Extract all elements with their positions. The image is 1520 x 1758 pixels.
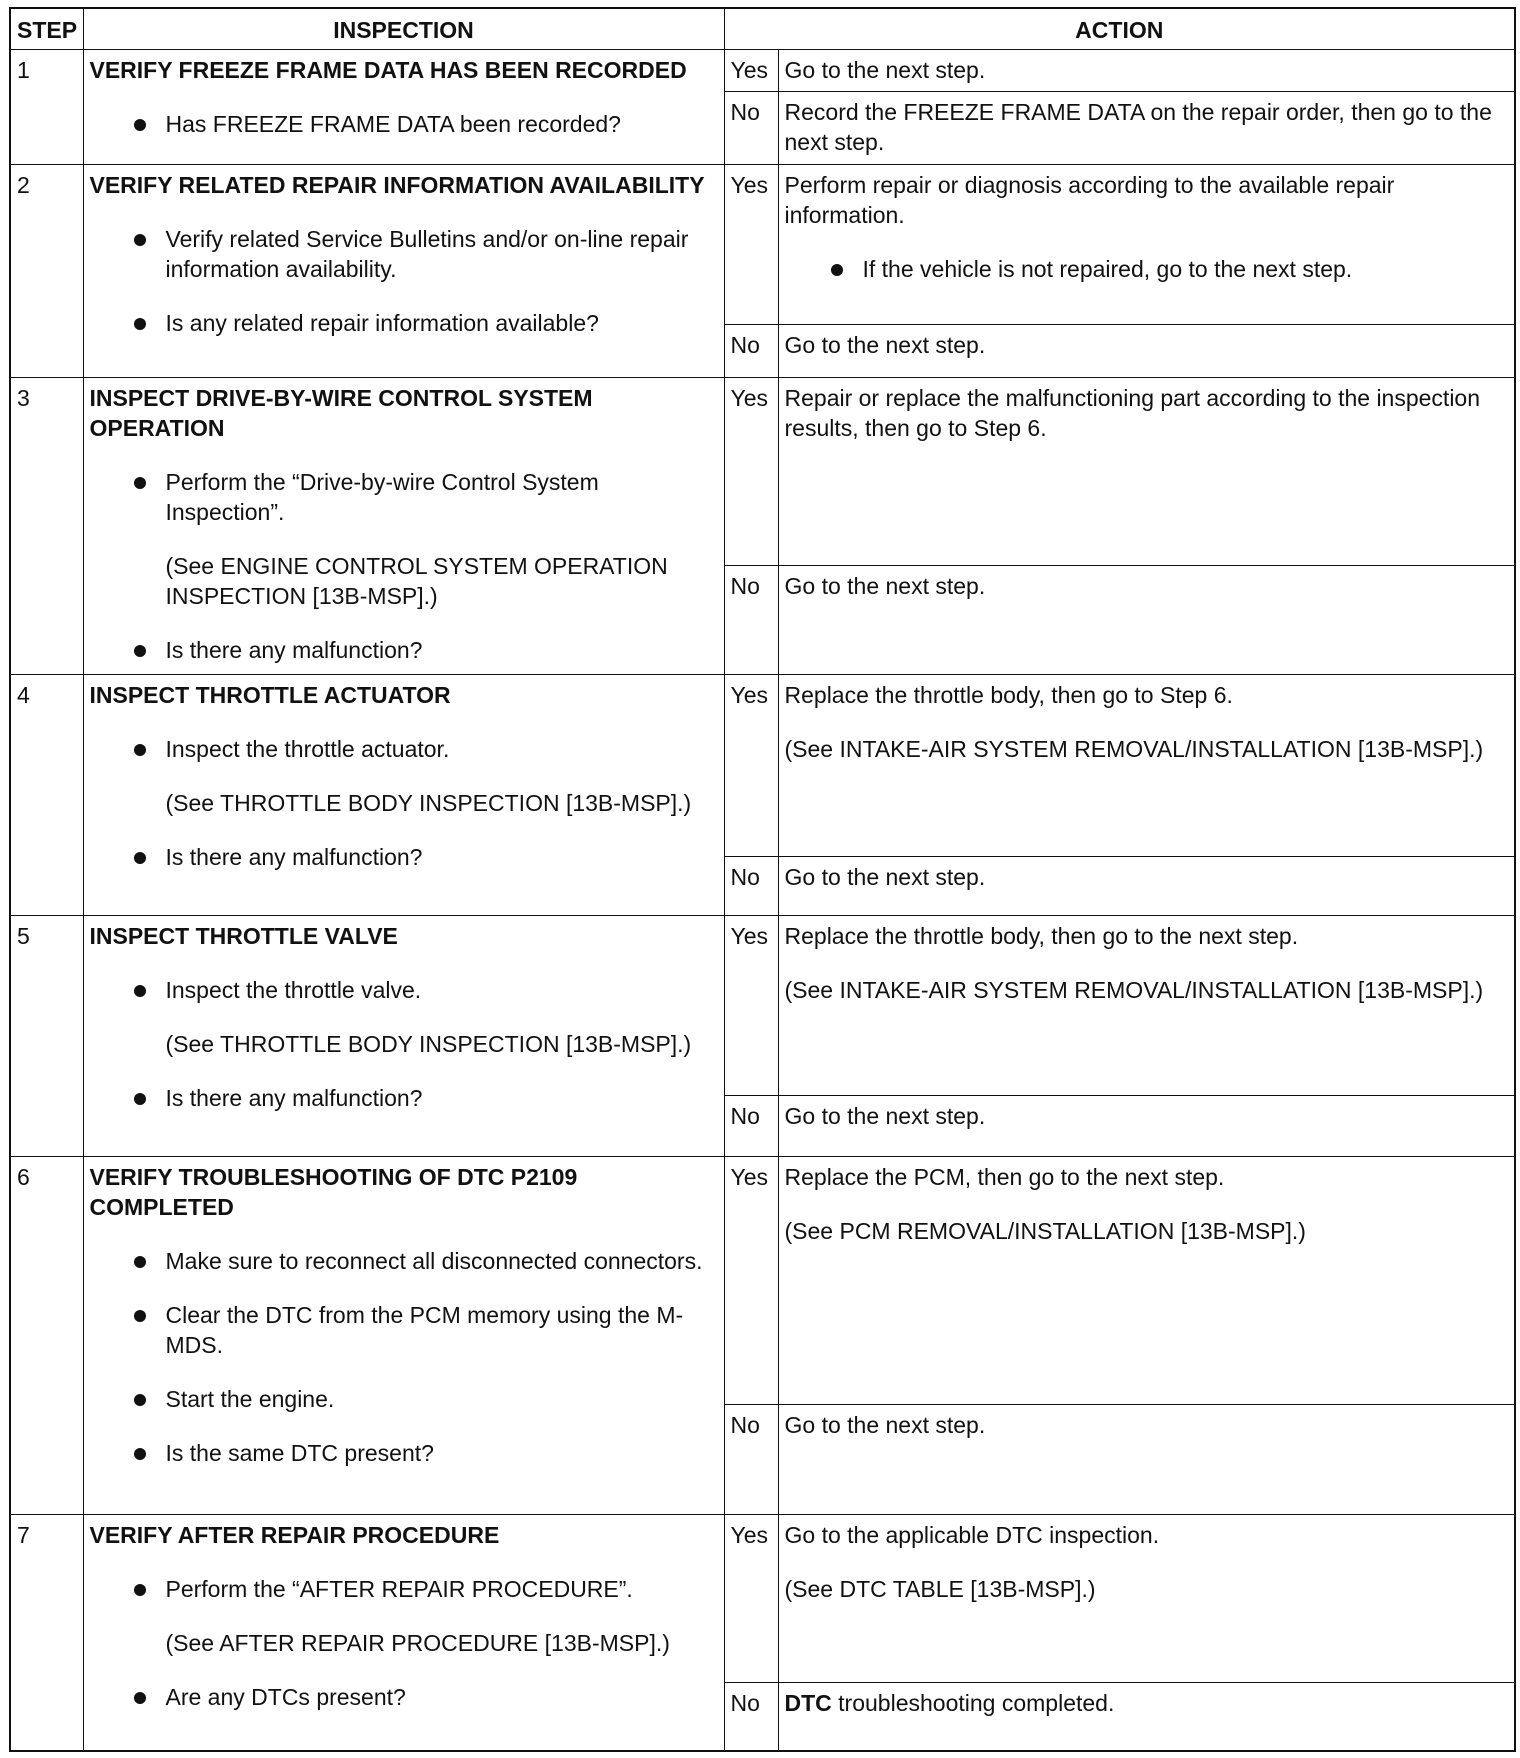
inspection-cell — [83, 50, 724, 165]
no-label: No — [724, 857, 778, 916]
inspection-cell — [83, 1514, 724, 1751]
yes-label: Yes — [724, 165, 778, 325]
bullet-icon — [134, 318, 146, 330]
inspection-item: Verify related Service Bulletins and/or on-line repair information availability. — [90, 224, 718, 284]
inspection-item: Start the engine. — [90, 1384, 718, 1414]
action-column-header: ACTION — [724, 8, 1515, 50]
action-text: Go to the next step. — [784, 332, 986, 359]
inspection-cell — [83, 675, 724, 916]
inspection-item: Is the same DTC present? — [90, 1438, 718, 1468]
bullet-icon — [134, 1448, 146, 1460]
inspection-title: INSPECT THROTTLE ACTUATOR — [89, 682, 451, 709]
step-2-yes-row — [10, 165, 1515, 325]
action-text: Replace the throttle body, then go to Step 6. — [784, 682, 1233, 709]
bullet-icon — [134, 119, 146, 131]
yes-label: Yes — [724, 915, 778, 1095]
yes-label: Yes — [724, 50, 778, 92]
action-text: Go to the next step. — [784, 57, 986, 83]
bullet-icon — [134, 1692, 146, 1704]
no-action-cell — [778, 1682, 1515, 1751]
inspection-reference: (See AFTER REPAIR PROCEDURE [13B-MSP].) — [165, 1629, 670, 1656]
bullet-icon — [134, 1093, 146, 1105]
inspection-cell — [83, 165, 724, 377]
action-text: Go to the next step. — [784, 572, 986, 599]
step-number: 2 — [10, 165, 83, 377]
yes-action-cell — [778, 915, 1515, 1095]
no-action-cell — [778, 92, 1515, 165]
inspection-item: Has FREEZE FRAME DATA been recorded? — [90, 109, 718, 139]
yes-label: Yes — [724, 377, 778, 565]
inspection-item: Perform the “Drive-by-wire Control System Inspection”. — [90, 467, 718, 527]
yes-label: Yes — [724, 675, 778, 857]
action-text: Record the FREEZE FRAME DATA on the repair order, then go to the next step. — [784, 99, 1492, 156]
inspection-title: INSPECT THROTTLE VALVE — [89, 922, 398, 949]
yes-action-cell — [778, 1156, 1515, 1405]
action-text: Perform repair or diagnosis according to the available repair information. — [784, 172, 1395, 229]
action-text: Go to the next step. — [784, 1412, 986, 1439]
action-text: Repair or replace the malfunctioning part according to the inspection results, then go to Step 6. — [784, 384, 1481, 441]
yes-action-cell — [778, 675, 1515, 857]
action-text: Go to the next step. — [784, 1102, 986, 1129]
action-text: Go to the next step. — [784, 864, 986, 891]
bullet-icon — [134, 985, 146, 997]
inspection-cell — [83, 377, 724, 674]
action-text: Replace the PCM, then go to the next step. — [784, 1163, 1225, 1190]
inspection-item: Inspect the throttle valve. — [90, 975, 718, 1005]
no-action-cell — [778, 1095, 1515, 1156]
bullet-icon — [134, 1310, 146, 1322]
inspection-item: Is there any malfunction? — [90, 842, 718, 872]
no-action-cell — [778, 1405, 1515, 1514]
step-1-yes-row — [10, 50, 1515, 92]
inspection-title: VERIFY AFTER REPAIR PROCEDURE — [89, 1521, 500, 1548]
step-number: 7 — [10, 1514, 83, 1751]
no-label: No — [724, 1095, 778, 1156]
no-label: No — [724, 565, 778, 674]
yes-action-cell — [778, 1514, 1515, 1682]
step-5-yes-row — [10, 915, 1515, 1095]
inspection-item: Are any DTCs present? — [90, 1682, 718, 1712]
no-action-cell — [778, 857, 1515, 916]
action-bold-prefix: DTC — [784, 1689, 832, 1716]
action-reference: (See INTAKE-AIR SYSTEM REMOVAL/INSTALLATION [13B-MSP].) — [784, 976, 1484, 1003]
step-number: 4 — [10, 675, 83, 916]
inspection-reference: (See THROTTLE BODY INSPECTION [13B-MSP].) — [165, 790, 692, 817]
yes-label: Yes — [724, 1156, 778, 1405]
bullet-icon — [134, 852, 146, 864]
bullet-icon — [134, 234, 146, 246]
inspection-title: INSPECT DRIVE-BY-WIRE CONTROL SYSTEM OPERATION — [89, 384, 593, 441]
action-text: DTC troubleshooting completed. — [784, 1689, 1115, 1716]
inspection-column-header: INSPECTION — [83, 8, 724, 50]
inspection-title: VERIFY RELATED REPAIR INFORMATION AVAILABILITY — [89, 172, 705, 199]
step-number: 3 — [10, 377, 83, 674]
step-column-header: STEP — [10, 8, 83, 50]
step-number: 6 — [10, 1156, 83, 1514]
header-row — [10, 8, 1515, 50]
step-6-yes-row — [10, 1156, 1515, 1405]
inspection-reference: (See THROTTLE BODY INSPECTION [13B-MSP].) — [165, 1030, 692, 1057]
inspection-item: Perform the “AFTER REPAIR PROCEDURE”. — [90, 1574, 718, 1604]
yes-action-cell — [778, 165, 1515, 325]
yes-action-cell — [778, 377, 1515, 565]
step-4-yes-row — [10, 675, 1515, 857]
bullet-icon — [134, 1394, 146, 1406]
bullet-icon — [134, 744, 146, 756]
diagnostic-procedure-table — [9, 7, 1516, 1752]
no-label: No — [724, 1405, 778, 1514]
inspection-title: VERIFY TROUBLESHOOTING OF DTC P2109 COMPLETED — [89, 1163, 578, 1220]
inspection-item: Clear the DTC from the PCM memory using the M-MDS. — [90, 1300, 718, 1360]
no-action-cell — [778, 565, 1515, 674]
inspection-cell — [83, 1156, 724, 1514]
bullet-icon — [831, 264, 843, 276]
action-item: If the vehicle is not repaired, go to the next step. — [785, 254, 1509, 284]
inspection-title: VERIFY FREEZE FRAME DATA HAS BEEN RECORDED — [89, 57, 687, 83]
action-reference: (See DTC TABLE [13B-MSP].) — [784, 1575, 1096, 1602]
inspection-reference: (See ENGINE CONTROL SYSTEM OPERATION INSPECTION [13B-MSP].) — [165, 552, 668, 609]
yes-action-cell — [778, 50, 1515, 92]
no-action-cell — [778, 325, 1515, 378]
bullet-icon — [134, 645, 146, 657]
bullet-icon — [134, 1584, 146, 1596]
inspection-item: Is there any malfunction? — [90, 635, 718, 665]
inspection-item: Inspect the throttle actuator. — [90, 734, 718, 764]
action-reference: (See PCM REMOVAL/INSTALLATION [13B-MSP].) — [784, 1217, 1306, 1244]
step-3-yes-row — [10, 377, 1515, 565]
bullet-icon — [134, 1256, 146, 1268]
step-number: 5 — [10, 915, 83, 1156]
inspection-item: Is there any malfunction? — [90, 1083, 718, 1113]
action-reference: (See INTAKE-AIR SYSTEM REMOVAL/INSTALLATION [13B-MSP].) — [784, 736, 1484, 763]
bullet-icon — [134, 477, 146, 489]
no-label: No — [724, 1682, 778, 1751]
no-label: No — [724, 325, 778, 378]
inspection-item: Is any related repair information available? — [90, 308, 718, 338]
action-text: Go to the applicable DTC inspection. — [784, 1521, 1160, 1548]
no-label: No — [724, 92, 778, 165]
inspection-cell — [83, 915, 724, 1156]
step-number: 1 — [10, 50, 83, 165]
step-7-yes-row — [10, 1514, 1515, 1682]
inspection-item: Make sure to reconnect all disconnected connectors. — [90, 1246, 718, 1276]
yes-label: Yes — [724, 1514, 778, 1682]
action-text: Replace the throttle body, then go to the next step. — [784, 922, 1299, 949]
